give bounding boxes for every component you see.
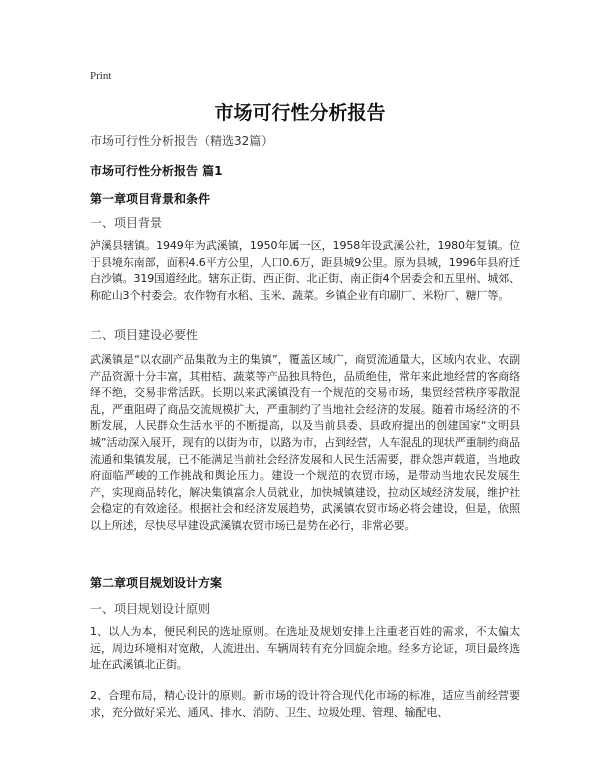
document-subtitle: 市场可行性分析报告（精选32篇） — [90, 134, 274, 148]
chapter-2-paragraph-1: 1、以人为本，便民利民的选址原则。在选址及规划安排上注重老百姓的需求，不太偏太远，周边环境相对宽敞，人流进出、车辆周转有充分回旋余地。经多方论证，项目最终选址在武溪镇北正街。 — [90, 625, 520, 672]
page-title: 市场可行性分析报告 — [214, 102, 386, 124]
chapter-2-section-1-heading: 一、项目规划设计原则 — [90, 602, 211, 616]
chapter-2-paragraph-2: 2、合理布局，精心设计的原则。新市场的设计符合现代化市场的标准，适应当前经营要求，充分做好采光、通风、排水、消防、卫生、垃圾处理、管理、输配电、 — [90, 689, 520, 719]
print-link[interactable]: Print — [90, 70, 112, 82]
chapter-1-heading: 第一章项目背景和条件 — [90, 192, 211, 206]
part-heading: 市场可行性分析报告 篇1 — [90, 164, 223, 178]
chapter-1-section-1-paragraph: 泸溪县辖镇。1949年为武溪镇，1950年属一区，1958年设武溪公社，1980年复镇。位于县境东南部，面积4.6平方公里，人口0.6万，距县城9公里。原为县城，1996年县府迁白沙镇。319国道经此。辖东正街、西正街、北正街、南正街4个居委会和五里州、城郊、称砣山3个村委会。农作物有水稻、玉米、蔬菜。乡镇企业有印刷厂、米粉厂、糖厂等。 — [90, 239, 520, 302]
chapter-1-section-2-paragraph: 武溪镇是“以农副产品集散为主的集镇”，覆盖区域广，商贸流通量大，区域内农业、农副产品资源十分丰富，其柑桔、蔬菜等产品独具特色，品质绝佳，常年来此地经营的客商络绎不绝，交易非常活跃。长期以来武溪镇没有一个规范的交易市场，集贸经营秩序零散混乱，严重阻碍了商品交流规模扩大，严重制约了当地社会经济的发展。随着市场经济的不断发展，人民群众生活水平的不断提高，以及当前县委、县政府提出的创建国家“文明县城”活动深入展开，现有的以街为市，以路为市，占到经营，人车混乱的现状严重制约商品流通和集镇发展，已不能满足当前社会经济发展和人民生活需要，群众怨声载道，当地政府面临严峻的工作挑战和舆论压力。建设一个规范的农贸市场，是带动当地农民发展生产，实现商品转化，解决集镇富余人员就业，加快城镇建设，拉动区域经济发展，维护社会稳定的有效途径。根据社会和经济发展趋势，武溪镇农贸市场必将会建设，但是，依照以上所述，尽快尽早建设武溪镇农贸市场已是势在必行，非常必要。 — [90, 353, 520, 532]
chapter-2-heading: 第二章项目规划设计方案 — [90, 576, 223, 590]
chapter-1-section-2-heading: 二、项目建设必要性 — [90, 328, 199, 342]
chapter-1-section-1-heading: 一、项目背景 — [90, 216, 163, 230]
